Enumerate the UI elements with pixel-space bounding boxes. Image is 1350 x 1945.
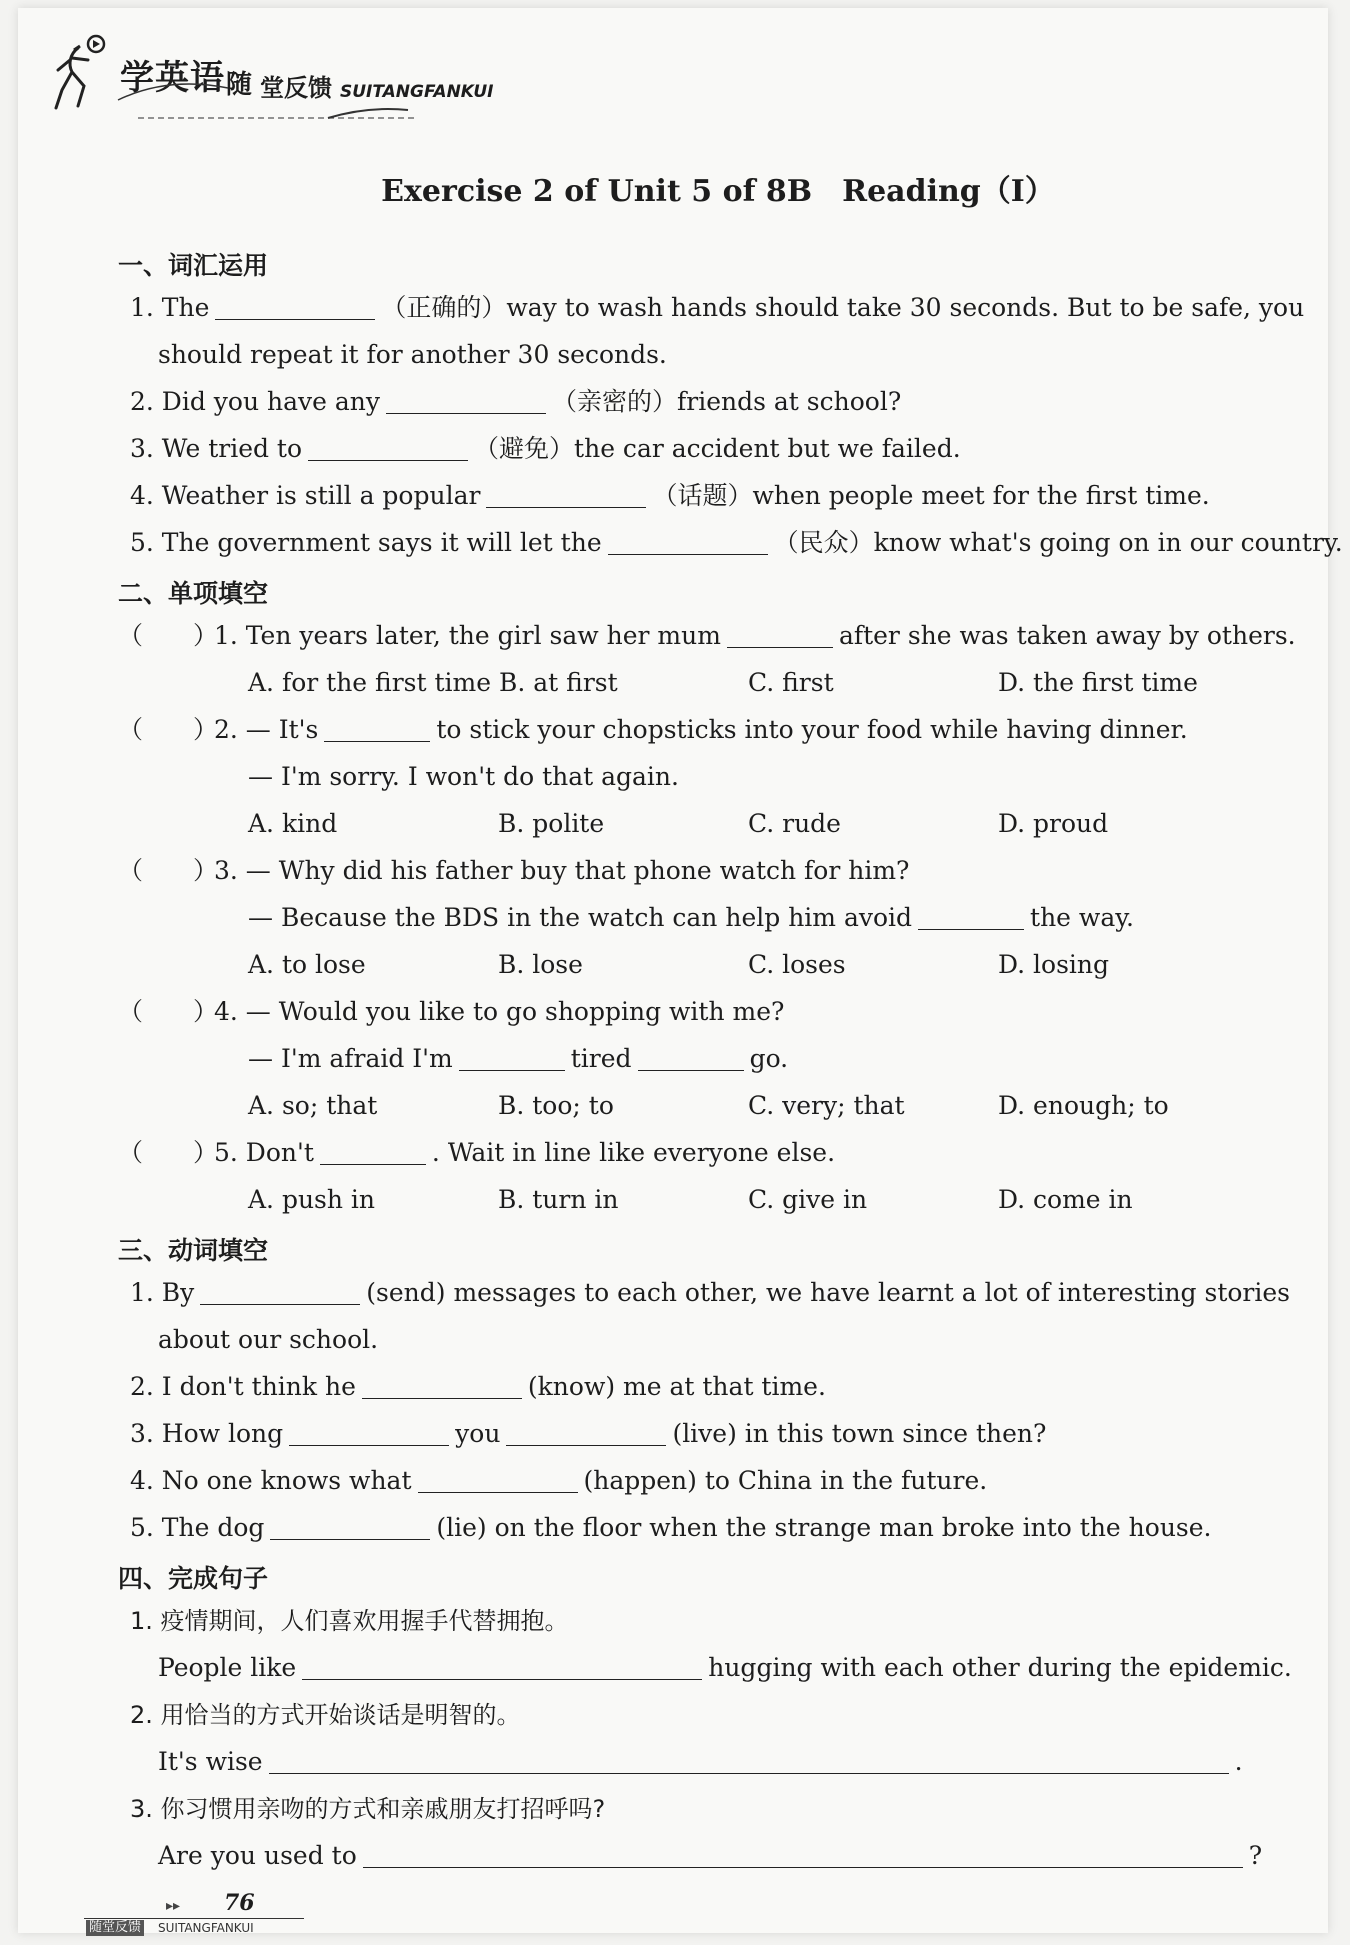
footer-rule <box>84 1918 304 1919</box>
logo-sub2: 堂反馈 <box>260 74 332 102</box>
s2-q1: 1. Ten years later, the girl saw her mum after she was taken away by others. <box>214 621 1296 650</box>
s2-q4: 4. — Would you like to go shopping with me? <box>214 997 785 1026</box>
s1-q3: 3. We tried to （避免）the car accident but we failed. <box>130 434 961 463</box>
s2-q3-opt-b[interactable]: B. lose <box>498 950 583 979</box>
s2-q2-opt-c[interactable]: C. rude <box>748 809 841 838</box>
header-logo <box>48 30 494 110</box>
s2-q5-opt-c[interactable]: C. give in <box>748 1185 868 1214</box>
s2-q5-paren[interactable]: （ ） <box>118 1138 219 1167</box>
answer-blank[interactable] <box>324 717 430 742</box>
s4-q2-chinese: 2. 用恰当的方式开始谈话是明智的。 <box>130 1701 521 1729</box>
s4-q1-chinese: 1. 疫情期间，人们喜欢用握手代替拥抱。 <box>130 1607 569 1635</box>
section-heading-verb-fill: 三、动词填空 <box>118 1236 269 1265</box>
s2-q2-opt-a[interactable]: A. kind <box>248 809 338 838</box>
s2-q1-opt-c[interactable]: C. first <box>748 668 834 697</box>
answer-blank[interactable] <box>362 1374 522 1399</box>
answer-blank[interactable] <box>459 1046 565 1071</box>
s2-q1-opt-d[interactable]: D. the first time <box>998 668 1198 697</box>
s2-q3-reply: — Because the BDS in the watch can help him avoid the way. <box>248 903 1134 932</box>
logo-text: 学英语 <box>120 58 225 98</box>
answer-blank[interactable] <box>308 436 468 461</box>
s2-q3-paren[interactable]: （ ） <box>118 856 219 885</box>
s2-q2-opt-b[interactable]: B. polite <box>498 809 605 838</box>
logo-sub1: 随 <box>226 70 253 100</box>
s2-q2-paren[interactable]: （ ） <box>118 715 219 744</box>
answer-blank[interactable] <box>320 1140 426 1165</box>
s1-q5: 5. The government says it will let the （民众）know what's going on in our country. <box>130 528 1343 557</box>
footer-tag: 随堂反馈 <box>86 1920 144 1936</box>
answer-blank[interactable] <box>727 623 833 648</box>
answer-blank[interactable] <box>506 1421 666 1446</box>
s2-q4-reply: — I'm afraid I'm tired go. <box>248 1044 789 1073</box>
s2-q2-opt-d[interactable]: D. proud <box>998 809 1109 838</box>
answer-blank[interactable] <box>608 530 768 555</box>
s3-q4: 4. No one knows what (happen) to China in the future. <box>130 1466 988 1495</box>
section-heading-multiple-choice: 二、单项填空 <box>118 579 269 608</box>
s4-q2: It's wise . <box>158 1747 1243 1776</box>
s3-q1: 1. By (send) messages to each other, we have learnt a lot of interesting stories <box>130 1278 1291 1307</box>
s2-q3: 3. — Why did his father buy that phone watch for him? <box>214 856 910 885</box>
answer-blank[interactable] <box>486 483 646 508</box>
footer-arrows: ▸▸ <box>166 1898 181 1914</box>
answer-blank[interactable] <box>386 389 546 414</box>
answer-blank[interactable] <box>638 1046 744 1071</box>
s2-q5: 5. Don't . Wait in line like everyone else. <box>214 1138 836 1167</box>
s2-q5-opt-a[interactable]: A. push in <box>248 1185 376 1214</box>
s2-q4-opt-d[interactable]: D. enough; to <box>998 1091 1169 1120</box>
logo-swoosh <box>108 70 468 120</box>
s2-q3-opt-d[interactable]: D. losing <box>998 950 1110 979</box>
answer-blank[interactable] <box>269 1749 1229 1774</box>
s2-q4-opt-b[interactable]: B. too; to <box>498 1091 614 1120</box>
section-heading-vocabulary: 一、词汇运用 <box>118 251 269 280</box>
s3-q1-cont: about our school. <box>158 1325 379 1354</box>
logo-latin: SUITANGFANKUI <box>340 82 494 102</box>
worksheet-page <box>18 8 1343 1935</box>
s2-q1-paren[interactable]: （ ） <box>118 621 219 650</box>
page-number: 76 <box>224 1890 255 1916</box>
answer-blank[interactable] <box>289 1421 449 1446</box>
answer-blank[interactable] <box>363 1843 1243 1868</box>
section-heading-complete-sentences: 四、完成句子 <box>118 1564 269 1593</box>
page-title: Exercise 2 of Unit 5 of 8B Reading（Ⅰ） <box>381 174 1055 209</box>
s4-q1: People like hugging with each other during the epidemic. <box>158 1653 1292 1682</box>
s1-q4: 4. Weather is still a popular （话题）when people meet for the first time. <box>130 481 1210 510</box>
s4-q3: Are you used to ? <box>158 1841 1263 1870</box>
s2-q3-opt-a[interactable]: A. to lose <box>248 950 366 979</box>
answer-blank[interactable] <box>270 1515 430 1540</box>
s1-q1: 1. The （正确的）way to wash hands should take 30 seconds. But to be safe, you <box>130 293 1305 322</box>
answer-blank[interactable] <box>215 295 375 320</box>
s3-q5: 5. The dog (lie) on the floor when the strange man broke into the house. <box>130 1513 1212 1542</box>
s2-q5-opt-d[interactable]: D. come in <box>998 1185 1133 1214</box>
s2-q1-opt-a[interactable]: A. for the first time B. at first <box>248 668 618 697</box>
answer-blank[interactable] <box>418 1468 578 1493</box>
answer-blank[interactable] <box>200 1280 360 1305</box>
s2-q5-opt-b[interactable]: B. turn in <box>498 1185 619 1214</box>
footer-tag-latin: SUITANGFANKUI <box>158 1921 254 1935</box>
s2-q3-opt-c[interactable]: C. loses <box>748 950 846 979</box>
s3-q3: 3. How long you (live) in this town since then? <box>130 1419 1047 1448</box>
s1-q2: 2. Did you have any （亲密的）friends at school? <box>130 387 902 416</box>
answer-blank[interactable] <box>302 1655 702 1680</box>
s2-q2: 2. — It's to stick your chopsticks into your food while having dinner. <box>214 715 1188 744</box>
s2-q4-opt-c[interactable]: C. very; that <box>748 1091 905 1120</box>
s4-q3-chinese: 3. 你习惯用亲吻的方式和亲戚朋友打招呼吗? <box>130 1795 606 1823</box>
s2-q4-opt-a[interactable]: A. so; that <box>248 1091 378 1120</box>
s2-q2-reply: — I'm sorry. I won't do that again. <box>248 762 679 791</box>
s3-q2: 2. I don't think he (know) me at that time. <box>130 1372 826 1401</box>
answer-blank[interactable] <box>918 905 1024 930</box>
s2-q4-paren[interactable]: （ ） <box>118 997 219 1026</box>
s1-q1-cont: should repeat it for another 30 seconds. <box>158 340 667 369</box>
